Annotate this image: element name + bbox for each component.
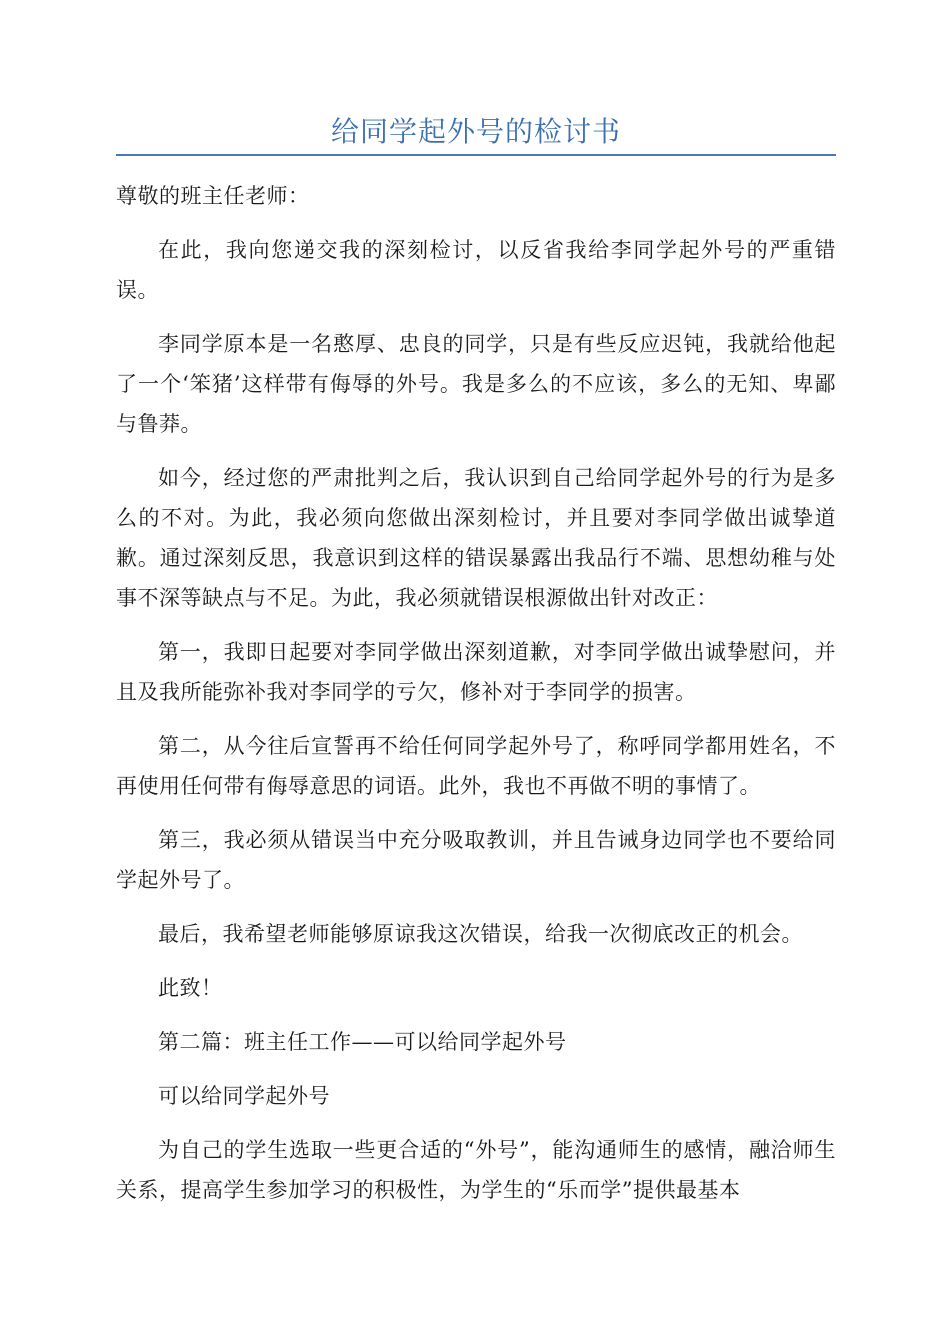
document-body: [116, 176, 836, 1224]
salutation: 尊敬的班主任老师：: [116, 184, 310, 208]
paragraph: 第二，从今往后宣誓再不给任何同学起外号了，称呼同学都用姓名，不再使用任何带有侮辱意思的词语。此外，我也不再做不明的事情了。: [116, 734, 836, 798]
paragraph: 为自己的学生选取一些更合适的“外号”，能沟通师生的感情，融洽师生关系，提高学生参加学习的积极性，为学生的“乐而学”提供最基本: [116, 1138, 836, 1202]
page-title: 给同学起外号的检讨书: [330, 115, 621, 148]
title-underline: [116, 154, 836, 156]
paragraph: 第一，我即日起要对李同学做出深刻道歉，对李同学做出诚挚慰问，并且及我所能弥补我对李同学的亏欠，修补对于李同学的损害。: [116, 640, 836, 704]
paragraph: 第三，我必须从错误当中充分吸取教训，并且告诫身边同学也不要给同学起外号了。: [116, 828, 836, 892]
section-subheading: 可以给同学起外号: [158, 1084, 330, 1108]
closing-line: 此致！: [158, 976, 223, 1000]
paragraph: 最后，我希望老师能够原谅我这次错误，给我一次彻底改正的机会。: [158, 922, 803, 946]
paragraph: 如今，经过您的严肃批判之后，我认识到自己给同学起外号的行为是多么的不对。为此，我必须向您做出深刻检讨，并且要对李同学做出诚挚道歉。通过深刻反思，我意识到这样的错误暴露出我品行不端、思想幼稚与处事不深等缺点与不足。为此，我必须就错误根源做出针对改正：: [116, 466, 836, 610]
paragraph: 在此，我向您递交我的深刻检讨，以反省我给李同学起外号的严重错误。: [116, 238, 836, 302]
section-heading: 第二篇：班主任工作——可以给同学起外号: [158, 1030, 567, 1054]
paragraph: 李同学原本是一名憨厚、忠良的同学，只是有些反应迟钝，我就给他起了一个‘笨猪’这样带有侮辱的外号。我是多么的不应该，多么的无知、卑鄙与鲁莽。: [116, 332, 836, 436]
